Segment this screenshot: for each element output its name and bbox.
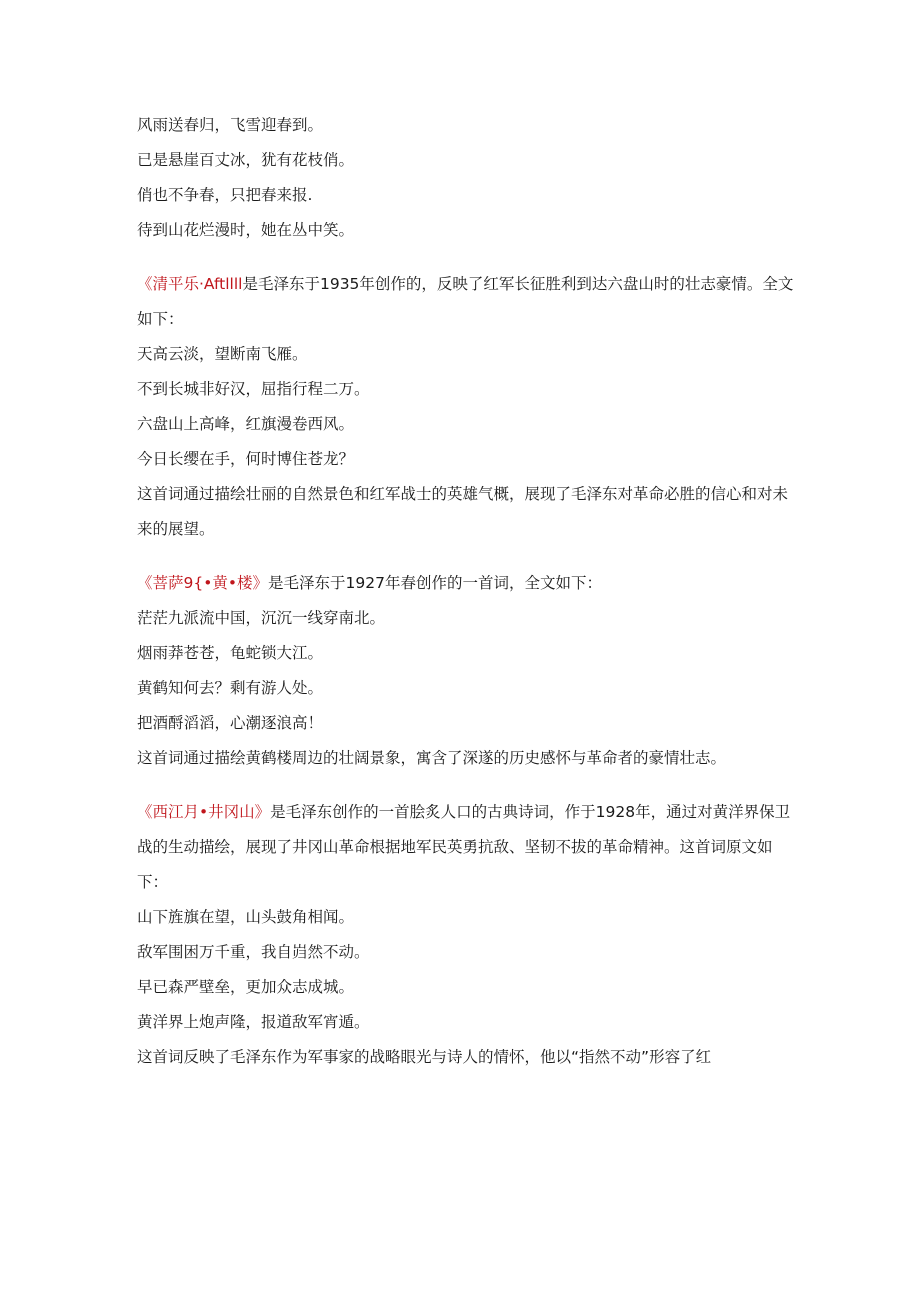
poem-line: 敌军围困万千重，我自岿然不动。 (137, 943, 370, 961)
poem-line: 今日长缨在手，何时博住苍龙？ (137, 450, 355, 468)
poem-line: 早已森严壁垒，更加众志成城。 (137, 978, 355, 996)
poem-line: 黄鹤知何去？剩有游人处。 (137, 679, 324, 697)
section-comment: 这首词通过描绘壮丽的自然景色和红军战士的英雄气概，展现了毛泽东对革命必胜的信心和对未来的展望。 (137, 485, 789, 538)
poem-block-1 (137, 108, 797, 248)
poem-line: 不到长城非好汉，屈指行程二万。 (137, 380, 370, 398)
poem-line: 黄洋界上炮声隆，报道敌军宵遁。 (137, 1013, 370, 1031)
poem-line: 风雨送春归，飞雪迎春到。 (137, 116, 324, 134)
poem-line: 烟雨莽苍苍，龟蛇锁大江。 (137, 644, 324, 662)
section-xijiangyue (137, 795, 797, 1075)
poem-title: 《西江月•井冈山》 (137, 803, 271, 821)
intro-text: 是毛泽东于1935年创作的，反映了红军长征胜利到达六盘山时的壮志豪情。全文如下： (137, 275, 794, 328)
intro-text: 是毛泽东于1927年春创作的一首词，全文如下： (268, 574, 602, 592)
section-comment: 这首词反映了毛泽东作为军事家的战略眼光与诗人的情怀，他以“指然不动”形容了红 (137, 1048, 712, 1066)
section-qingpingle (137, 267, 797, 547)
intro-text: 是毛泽东创作的一首脍炙人口的古典诗词，作于1928年，通过对黄洋界保卫战的生动描绘，展现了井冈山革命根据地军民英勇抗敌、坚韧不拔的革命精神。这首词原文如下： (137, 803, 791, 891)
poem-line: 待到山花烂漫时，她在丛中笑。 (137, 221, 355, 239)
poem-line: 把酒酹滔滔，心潮逐浪高！ (137, 714, 324, 732)
section-comment: 这首词通过描绘黄鹤楼周边的壮阔景象，寓含了深遂的历史感怀与革命者的豪情壮志。 (137, 749, 727, 767)
section-intro (137, 795, 797, 900)
section-pusaman (137, 566, 797, 776)
poem-line: 已是悬崖百丈冰，犹有花枝俏。 (137, 151, 355, 169)
poem-line: 茫茫九派流中国，沉沉一线穿南北。 (137, 609, 386, 627)
poem-line: 天高云淡，望断南飞雁。 (137, 345, 308, 363)
poem-title: 《清平乐·Aftllll (137, 275, 243, 293)
document-body (137, 108, 797, 1075)
poem-title: 《菩萨9{•黄•楼》 (137, 574, 269, 592)
section-intro (137, 267, 797, 337)
poem-line: 俏也不争春，只把春来报. (137, 186, 313, 204)
section-intro (137, 566, 797, 601)
poem-line: 六盘山上高峰，红旗漫卷西风。 (137, 415, 355, 433)
poem-line: 山下旌旗在望，山头鼓角相闻。 (137, 908, 355, 926)
